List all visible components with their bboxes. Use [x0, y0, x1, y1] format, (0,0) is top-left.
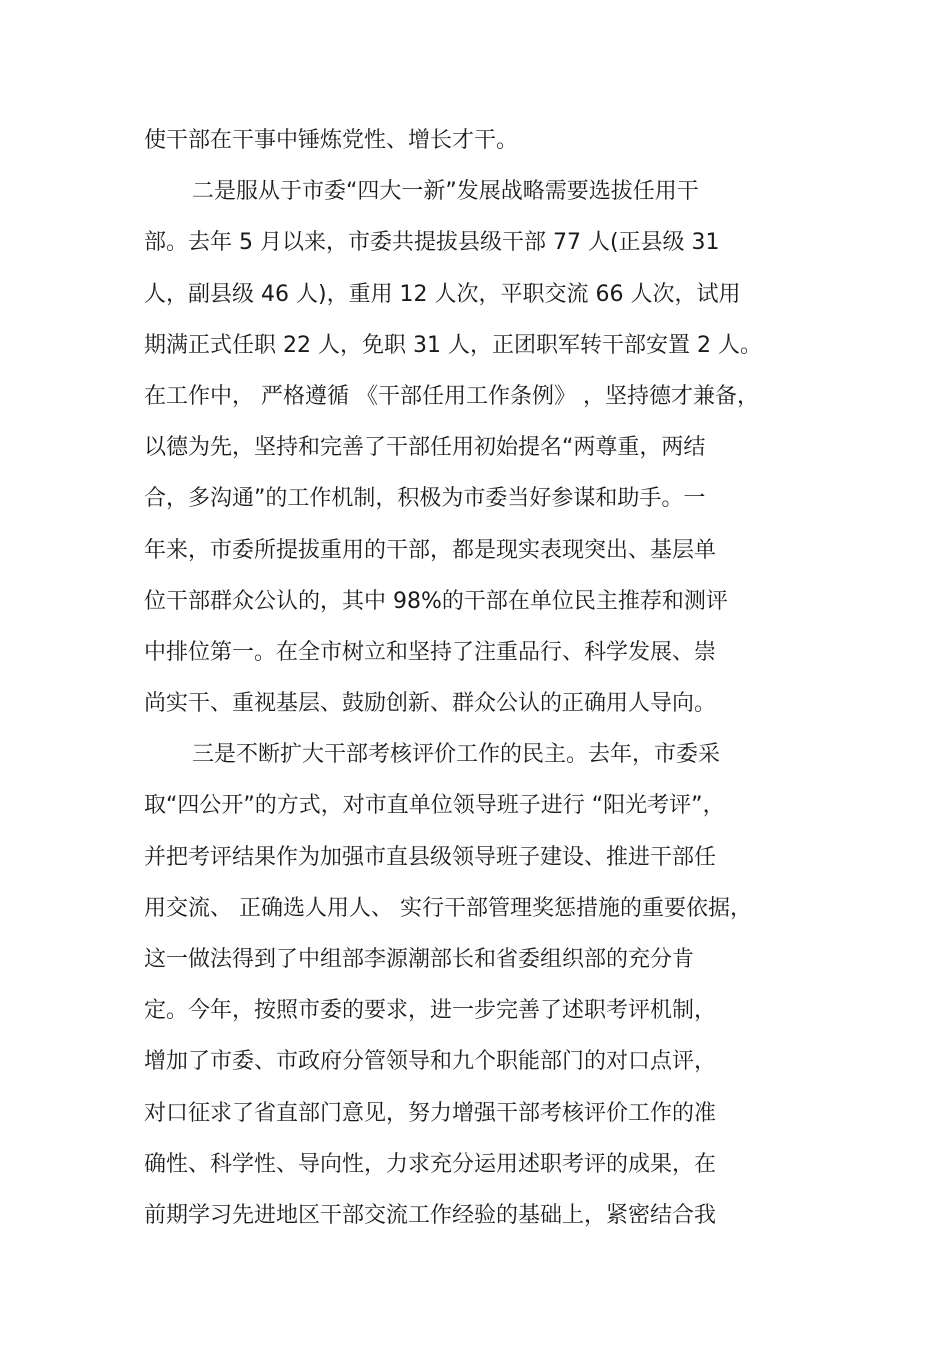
text-line-6: 在工作中， 严格遵循 《干部任用工作条例》 ，坚持德才兼备， [144, 383, 759, 409]
text-line-17: 这一做法得到了中组部李源潮部长和省委组织部的充分肯 [144, 947, 695, 972]
text-line-8: 合，多沟通”的工作机制，积极为市委当好参谋和助手。一 [144, 486, 706, 512]
text-line-7: 以德为先，坚持和完善了干部任用初始提名“两尊重，两结 [144, 435, 706, 461]
text-line-22: 前期学习先进地区干部交流工作经验的基础上，紧密结合我 [144, 1202, 717, 1228]
text-line-2-paragraph-start: 二是服从于市委“四大一新”发展战略需要选拔任用干 [192, 179, 699, 205]
text-line-19: 增加了市委、市政府分管领导和九个职能部门的对口点评， [144, 1049, 717, 1075]
text-line-12: 尚实干、重视基层、鼓励创新、群众公认的正确用人导向。 [144, 691, 717, 717]
text-line-11: 中排位第一。在全市树立和坚持了注重品行、科学发展、崇 [144, 639, 717, 665]
text-line-16: 用交流、 正确选人用人、 实行干部管理奖惩措施的重要依据， [144, 895, 752, 921]
text-line-4: 人，副县级 46 人)，重用 12 人次，平职交流 66 人次，试用 [144, 281, 741, 307]
text-line-21: 确性、科学性、导向性，力求充分运用述职考评的成果，在 [144, 1151, 717, 1177]
text-line-1: 使干部在干事中锤炼党性、增长才干。 [144, 128, 519, 153]
text-line-3: 部。去年 5 月以来，市委共提拔县级干部 77 人(正县级 31 [144, 230, 720, 256]
text-line-5: 期满正式任职 22 人，免职 31 人，正团职军转干部安置 2 人。 [144, 332, 762, 358]
text-line-14: 取“四公开”的方式，对市直单位领导班子进行 “阳光考评”， [144, 793, 725, 819]
text-line-9: 年来，市委所提拔重用的干部，都是现实表现突出、基层单 [144, 537, 717, 563]
text-line-18: 定。今年，按照市委的要求，进一步完善了述职考评机制， [144, 998, 717, 1024]
text-line-10: 位干部群众公认的，其中 98%的干部在单位民主推荐和测评 [144, 588, 728, 614]
text-line-20: 对口征求了省直部门意见，努力增强干部考核评价工作的准 [144, 1100, 717, 1126]
text-line-15: 并把考评结果作为加强市直县级领导班子建设、推进干部任 [144, 844, 717, 870]
text-line-13-paragraph-start: 三是不断扩大干部考核评价工作的民主。去年，市委采 [192, 742, 721, 768]
body-text [144, 115, 824, 1241]
